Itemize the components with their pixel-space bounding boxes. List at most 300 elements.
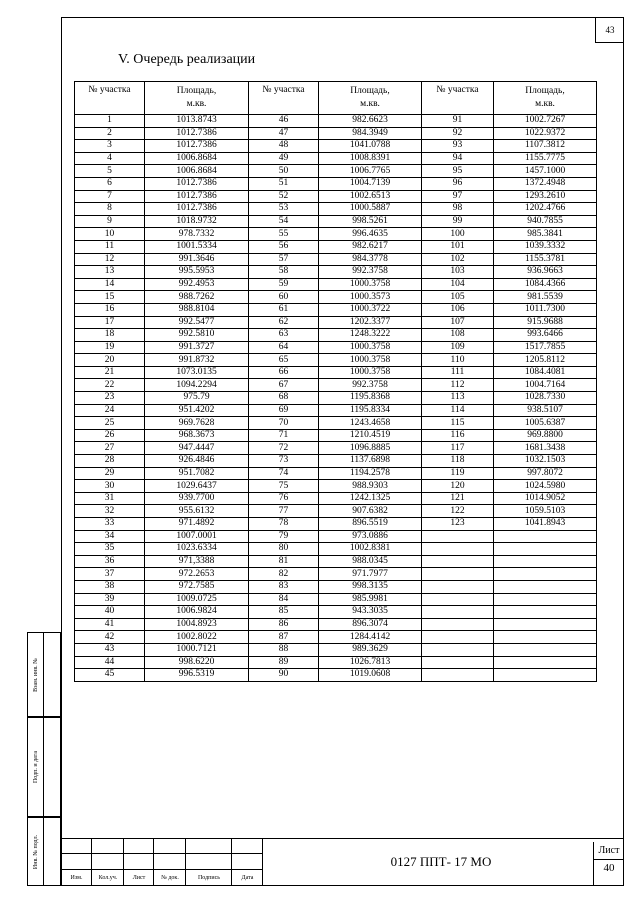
table-row (75, 455, 597, 468)
plot-number-cell: 102 (422, 253, 494, 266)
area-cell: 1011.7300 (494, 303, 597, 316)
sheet-label: Лист (594, 842, 624, 860)
plot-number-cell: 46 (249, 115, 319, 128)
table-row (75, 329, 597, 342)
area-cell: 1004.7139 (319, 177, 422, 190)
plot-number-cell: 112 (422, 379, 494, 392)
area-cell: 1008.8391 (319, 152, 422, 165)
plot-number-cell: 94 (422, 152, 494, 165)
plot-number-cell: 19 (75, 341, 145, 354)
area-cell: 1094.2294 (145, 379, 249, 392)
plot-number-cell: 101 (422, 240, 494, 253)
area-cell: 992.4953 (145, 278, 249, 291)
area-cell: 1041.8943 (494, 518, 597, 531)
plot-number-cell: 105 (422, 291, 494, 304)
plot-number-cell: 81 (249, 555, 319, 568)
plot-number-cell: 51 (249, 177, 319, 190)
area-cell: 1002.8022 (145, 631, 249, 644)
table-header-row (75, 82, 597, 115)
table-row (75, 366, 597, 379)
side-stamp-podp-label: Подп. и дата (33, 750, 39, 784)
plot-number-cell: 65 (249, 354, 319, 367)
area-cell: 991.3727 (145, 341, 249, 354)
area-cell (494, 618, 597, 631)
plot-number-cell: 67 (249, 379, 319, 392)
plot-number-cell: 89 (249, 656, 319, 669)
plot-number-cell: 91 (422, 115, 494, 128)
area-cell: 1019.0608 (319, 669, 422, 682)
plot-number-cell: 103 (422, 266, 494, 279)
side-stamp-inv (27, 817, 61, 886)
header-area-2: Площадь, м.кв. (319, 82, 422, 115)
area-cell: 1018.9732 (145, 215, 249, 228)
area-cell: 1014.9052 (494, 492, 597, 505)
plot-number-cell: 20 (75, 354, 145, 367)
table-row (75, 140, 597, 153)
area-cell: 1002.6513 (319, 190, 422, 203)
area-cell: 1372.4948 (494, 177, 597, 190)
table-row (75, 492, 597, 505)
area-cell: 1009.0725 (145, 593, 249, 606)
area-cell: 940.7855 (494, 215, 597, 228)
table-row (75, 152, 597, 165)
plot-number-cell: 88 (249, 643, 319, 656)
plot-number-cell: 118 (422, 455, 494, 468)
table-row (75, 580, 597, 593)
table-row (75, 316, 597, 329)
area-cell: 1107.3812 (494, 140, 597, 153)
side-stamp-inv-label: Инв. № подл. (33, 834, 39, 869)
plot-number-cell: 36 (75, 555, 145, 568)
area-cell: 991.8732 (145, 354, 249, 367)
plot-number-cell: 16 (75, 303, 145, 316)
area-cell: 1096.8885 (319, 442, 422, 455)
plot-number-cell: 96 (422, 177, 494, 190)
plot-number-cell (422, 669, 494, 682)
area-cell: 1007.0001 (145, 530, 249, 543)
plot-number-cell: 25 (75, 417, 145, 430)
plot-number-cell: 48 (249, 140, 319, 153)
area-cell: 988.0345 (319, 555, 422, 568)
sheet-number: 40 (603, 862, 615, 874)
table-row (75, 404, 597, 417)
plot-number-cell: 40 (75, 606, 145, 619)
area-cell: 1012.7386 (145, 203, 249, 216)
area-cell: 907.6382 (319, 505, 422, 518)
area-cell: 915.9688 (494, 316, 597, 329)
table-row (75, 278, 597, 291)
area-cell: 1284.4142 (319, 631, 422, 644)
plot-number-cell: 110 (422, 354, 494, 367)
area-cell: 1026.7813 (319, 656, 422, 669)
plot-number-cell: 106 (422, 303, 494, 316)
area-cell: 1293.2610 (494, 190, 597, 203)
area-cell: 988.9303 (319, 480, 422, 493)
area-cell: 971,3388 (145, 555, 249, 568)
plot-number-cell: 7 (75, 190, 145, 203)
area-cell: 982.6217 (319, 240, 422, 253)
table-row (75, 203, 597, 216)
plot-number-cell: 122 (422, 505, 494, 518)
plot-number-cell: 42 (75, 631, 145, 644)
area-cell: 1013.8743 (145, 115, 249, 128)
table-row (75, 379, 597, 392)
plot-number-cell: 63 (249, 329, 319, 342)
plot-number-cell: 95 (422, 165, 494, 178)
area-cell: 988.8104 (145, 303, 249, 316)
table-row (75, 618, 597, 631)
plot-number-cell: 55 (249, 228, 319, 241)
area-cell (494, 555, 597, 568)
plot-number-cell: 99 (422, 215, 494, 228)
area-cell: 1059.5103 (494, 505, 597, 518)
table-row (75, 530, 597, 543)
plot-number-cell (422, 580, 494, 593)
plot-number-cell (422, 543, 494, 556)
plot-number-cell: 28 (75, 455, 145, 468)
plot-number-cell: 13 (75, 266, 145, 279)
plot-number-cell: 120 (422, 480, 494, 493)
area-cell: 936.9663 (494, 266, 597, 279)
plot-number-cell: 17 (75, 316, 145, 329)
area-cell: 1243.4658 (319, 417, 422, 430)
stamp-col-list: Лист (132, 875, 146, 881)
table-row (75, 291, 597, 304)
plot-number-cell: 37 (75, 568, 145, 581)
table-row (75, 354, 597, 367)
area-cell: 939.7700 (145, 492, 249, 505)
plot-number-cell: 117 (422, 442, 494, 455)
plot-number-cell: 38 (75, 580, 145, 593)
area-cell: 1457.1000 (494, 165, 597, 178)
area-cell: 984.3778 (319, 253, 422, 266)
table-row (75, 177, 597, 190)
table-row (75, 543, 597, 556)
table-row (75, 115, 597, 128)
plot-number-cell: 97 (422, 190, 494, 203)
area-cell: 973.0886 (319, 530, 422, 543)
table-row (75, 505, 597, 518)
plot-number-cell: 113 (422, 392, 494, 405)
table-row (75, 606, 597, 619)
header-plot-number-1: № участка (75, 82, 145, 115)
plot-number-cell: 30 (75, 480, 145, 493)
table-row (75, 303, 597, 316)
plot-number-cell: 6 (75, 177, 145, 190)
area-cell: 991.3646 (145, 253, 249, 266)
section-title: V. Очередь реализации (118, 52, 256, 67)
area-cell: 1024.5980 (494, 480, 597, 493)
plots-table (74, 81, 597, 682)
plot-number-cell: 15 (75, 291, 145, 304)
plot-number-cell (422, 568, 494, 581)
plot-number-cell: 68 (249, 392, 319, 405)
document-code: 0127 ППТ- 17 МО (390, 854, 492, 869)
area-cell: 1000.3722 (319, 303, 422, 316)
area-cell: 1137.6898 (319, 455, 422, 468)
table-row (75, 240, 597, 253)
table-row (75, 593, 597, 606)
area-cell (494, 631, 597, 644)
plot-number-cell: 64 (249, 341, 319, 354)
area-cell: 972.2653 (145, 568, 249, 581)
area-cell (494, 580, 597, 593)
area-cell: 1084.4081 (494, 366, 597, 379)
plot-number-cell: 18 (75, 329, 145, 342)
area-cell: 1202.3377 (319, 316, 422, 329)
area-cell: 969.8800 (494, 429, 597, 442)
area-cell: 955.6132 (145, 505, 249, 518)
area-cell: 1202.4766 (494, 203, 597, 216)
plot-number-cell: 35 (75, 543, 145, 556)
plot-number-cell: 66 (249, 366, 319, 379)
plot-number-cell: 121 (422, 492, 494, 505)
area-cell (494, 593, 597, 606)
plot-number-cell: 45 (75, 669, 145, 682)
plot-number-cell (422, 656, 494, 669)
stamp-col-podpis: Подпись (197, 875, 221, 881)
plot-number-cell: 98 (422, 203, 494, 216)
table-row (75, 555, 597, 568)
area-cell: 992.3758 (319, 379, 422, 392)
area-cell: 1023.6334 (145, 543, 249, 556)
plot-number-cell: 73 (249, 455, 319, 468)
plot-number-cell: 53 (249, 203, 319, 216)
plot-number-cell: 9 (75, 215, 145, 228)
plot-number-cell: 47 (249, 127, 319, 140)
area-cell: 1681.3438 (494, 442, 597, 455)
plot-number-cell: 83 (249, 580, 319, 593)
plot-number-cell: 1 (75, 115, 145, 128)
plot-number-cell: 5 (75, 165, 145, 178)
header-area-1: Площадь, м.кв. (145, 82, 249, 115)
plot-number-cell: 49 (249, 152, 319, 165)
plot-number-cell: 50 (249, 165, 319, 178)
plot-number-cell: 107 (422, 316, 494, 329)
area-cell: 947.4447 (145, 442, 249, 455)
area-cell (494, 669, 597, 682)
plot-number-cell: 111 (422, 366, 494, 379)
plot-number-cell: 82 (249, 568, 319, 581)
area-cell: 1006.7765 (319, 165, 422, 178)
plot-number-cell: 71 (249, 429, 319, 442)
area-cell: 1041.0788 (319, 140, 422, 153)
plot-number-cell: 56 (249, 240, 319, 253)
area-cell: 968.3673 (145, 429, 249, 442)
area-cell: 996.4635 (319, 228, 422, 241)
plot-number-cell: 33 (75, 518, 145, 531)
table-row (75, 669, 597, 682)
plot-number-cell: 32 (75, 505, 145, 518)
title-block (61, 838, 624, 886)
plot-number-cell: 70 (249, 417, 319, 430)
area-cell: 993.6466 (494, 329, 597, 342)
area-cell: 1002.7267 (494, 115, 597, 128)
plot-number-cell (422, 606, 494, 619)
plot-number-cell: 76 (249, 492, 319, 505)
area-cell: 1000.3758 (319, 278, 422, 291)
plot-number-cell: 11 (75, 240, 145, 253)
area-cell: 1012.7386 (145, 140, 249, 153)
area-cell: 998.3135 (319, 580, 422, 593)
plot-number-cell: 22 (75, 379, 145, 392)
plot-number-cell: 29 (75, 467, 145, 480)
area-cell: 992.5477 (145, 316, 249, 329)
area-cell: 1000.7121 (145, 643, 249, 656)
plot-number-cell: 2 (75, 127, 145, 140)
plot-number-cell (422, 631, 494, 644)
side-stamp-podp (27, 717, 61, 817)
plot-number-cell: 116 (422, 429, 494, 442)
table-row (75, 467, 597, 480)
table-body (75, 115, 597, 682)
table-row (75, 392, 597, 405)
plot-number-cell: 87 (249, 631, 319, 644)
area-cell: 1000.3758 (319, 366, 422, 379)
plot-number-cell: 39 (75, 593, 145, 606)
plot-number-cell: 114 (422, 404, 494, 417)
plot-number-cell: 119 (422, 467, 494, 480)
stamp-col-kolvo: Кол.уч. (98, 875, 118, 881)
area-cell: 975.79 (145, 392, 249, 405)
area-cell: 1006.8684 (145, 165, 249, 178)
area-cell: 951.7082 (145, 467, 249, 480)
area-cell: 1205.8112 (494, 354, 597, 367)
area-cell: 971.7977 (319, 568, 422, 581)
plot-number-cell (422, 618, 494, 631)
area-cell: 997.8072 (494, 467, 597, 480)
plot-number-cell (422, 643, 494, 656)
plot-number-cell: 84 (249, 593, 319, 606)
table-row (75, 568, 597, 581)
area-cell (494, 606, 597, 619)
table-row (75, 165, 597, 178)
table-row (75, 253, 597, 266)
area-cell: 1000.3758 (319, 354, 422, 367)
area-cell (494, 656, 597, 669)
area-cell: 1029.6437 (145, 480, 249, 493)
plot-number-cell: 3 (75, 140, 145, 153)
area-cell: 1039.3332 (494, 240, 597, 253)
table-row (75, 643, 597, 656)
plot-number-cell (422, 593, 494, 606)
plot-number-cell: 44 (75, 656, 145, 669)
table-row (75, 442, 597, 455)
table-row (75, 341, 597, 354)
area-cell: 998.6220 (145, 656, 249, 669)
area-cell: 1022.9372 (494, 127, 597, 140)
area-cell: 992.3758 (319, 266, 422, 279)
table-row (75, 429, 597, 442)
area-cell: 1004.7164 (494, 379, 597, 392)
plot-number-cell: 34 (75, 530, 145, 543)
plot-number-cell: 27 (75, 442, 145, 455)
area-cell: 981.5539 (494, 291, 597, 304)
area-cell: 1000.5887 (319, 203, 422, 216)
stamp-col-ndok: № док. (161, 875, 179, 881)
area-cell: 972.7585 (145, 580, 249, 593)
area-cell: 1006.8684 (145, 152, 249, 165)
table-row (75, 480, 597, 493)
plot-number-cell: 60 (249, 291, 319, 304)
area-cell: 926.4846 (145, 455, 249, 468)
plot-number-cell: 59 (249, 278, 319, 291)
table-row (75, 417, 597, 430)
area-cell: 1005.6387 (494, 417, 597, 430)
area-cell: 1001.5334 (145, 240, 249, 253)
plot-number-cell: 77 (249, 505, 319, 518)
plot-number-cell: 31 (75, 492, 145, 505)
area-cell: 996.5319 (145, 669, 249, 682)
sheet-box (593, 842, 624, 886)
area-cell: 938.5107 (494, 404, 597, 417)
header-area-3: Площадь, м.кв. (494, 82, 597, 115)
plot-number-cell: 58 (249, 266, 319, 279)
area-cell: 998.5261 (319, 215, 422, 228)
table-row (75, 127, 597, 140)
corner-page-number: 43 (595, 17, 624, 43)
area-cell (494, 643, 597, 656)
table-row (75, 518, 597, 531)
plot-number-cell: 100 (422, 228, 494, 241)
area-cell: 982.6623 (319, 115, 422, 128)
plot-number-cell: 85 (249, 606, 319, 619)
area-cell (494, 568, 597, 581)
area-cell: 1012.7386 (145, 127, 249, 140)
area-cell: 1195.8368 (319, 392, 422, 405)
area-cell: 1194.2578 (319, 467, 422, 480)
area-cell: 896.3074 (319, 618, 422, 631)
plot-number-cell: 8 (75, 203, 145, 216)
table-row (75, 266, 597, 279)
area-cell: 1195.8334 (319, 404, 422, 417)
plot-number-cell: 108 (422, 329, 494, 342)
table-row (75, 631, 597, 644)
area-cell: 1073.0135 (145, 366, 249, 379)
stamp-col-izm: Изм. (70, 875, 83, 881)
area-cell: 1004.8923 (145, 618, 249, 631)
area-cell: 1155.3781 (494, 253, 597, 266)
plot-number-cell: 12 (75, 253, 145, 266)
plot-number-cell: 61 (249, 303, 319, 316)
area-cell: 988.7262 (145, 291, 249, 304)
plot-number-cell: 104 (422, 278, 494, 291)
plot-number-cell: 43 (75, 643, 145, 656)
plot-number-cell: 23 (75, 392, 145, 405)
plot-number-cell: 54 (249, 215, 319, 228)
plot-number-cell: 80 (249, 543, 319, 556)
plot-number-cell: 74 (249, 467, 319, 480)
plot-number-cell: 90 (249, 669, 319, 682)
area-cell: 1028.7330 (494, 392, 597, 405)
plot-number-cell: 21 (75, 366, 145, 379)
plot-number-cell: 24 (75, 404, 145, 417)
area-cell: 978.7332 (145, 228, 249, 241)
area-cell: 985.9981 (319, 593, 422, 606)
plot-number-cell: 10 (75, 228, 145, 241)
area-cell: 992.5810 (145, 329, 249, 342)
plot-number-cell: 92 (422, 127, 494, 140)
area-cell: 1000.3573 (319, 291, 422, 304)
area-cell: 985.3841 (494, 228, 597, 241)
area-cell: 995.5953 (145, 266, 249, 279)
area-cell (494, 543, 597, 556)
side-stamp-vzam-label: Взам. инв. № (33, 657, 39, 692)
plot-number-cell: 123 (422, 518, 494, 531)
area-cell: 896.5519 (319, 518, 422, 531)
side-stamp-vzam (27, 632, 61, 717)
plot-number-cell: 4 (75, 152, 145, 165)
